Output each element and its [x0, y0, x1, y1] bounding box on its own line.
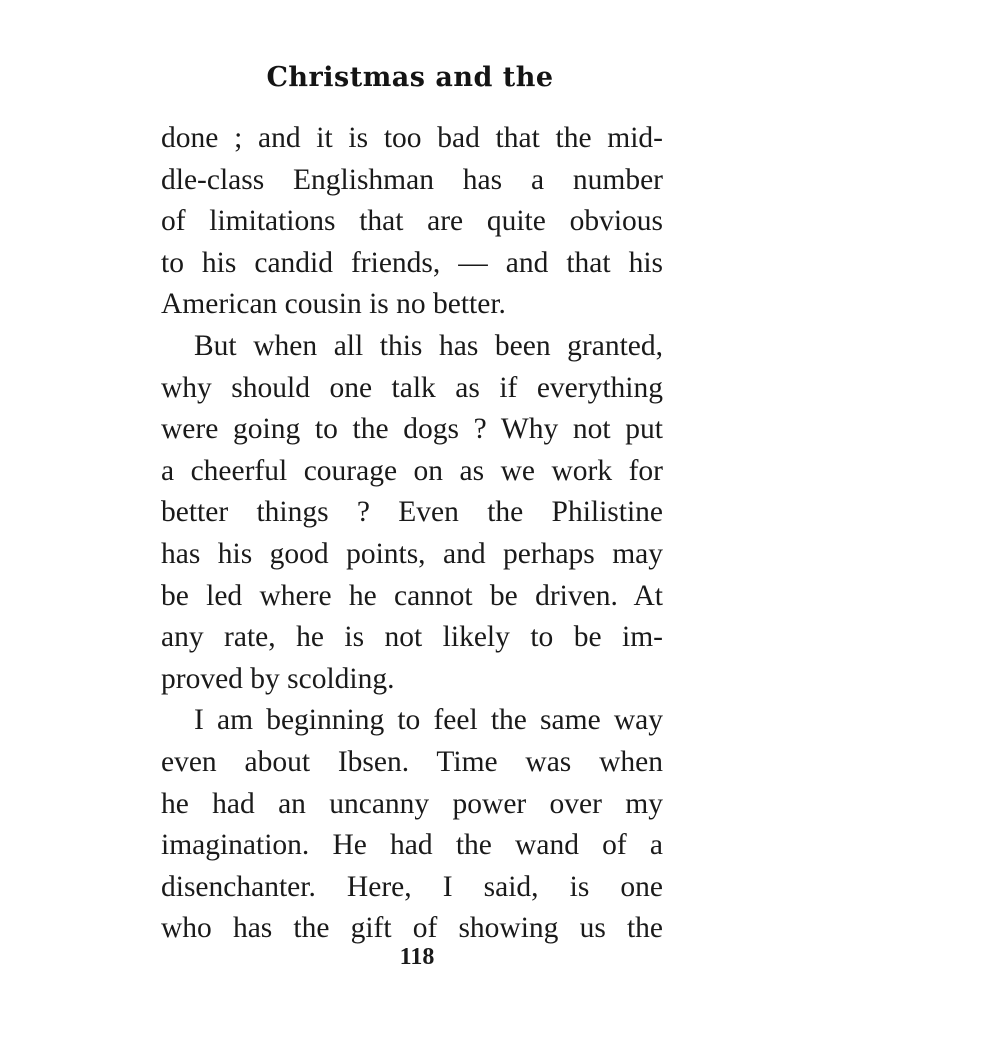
text-line: who has the gift of showing us the	[161, 912, 663, 945]
text-line: proved by scolding.	[161, 662, 395, 695]
text-line: a cheerful courage on as we work for	[161, 454, 663, 487]
text-line: imagination. He had the wand of a	[161, 829, 663, 862]
text-line: were going to the dogs ? Why not put	[161, 413, 663, 446]
text-line: even about Ibsen. Time was when	[161, 745, 663, 778]
text-line: But when all this has been granted,	[194, 329, 663, 362]
text-line: American cousin is no better.	[161, 288, 506, 321]
text-line: to his candid friends, — and that his	[161, 246, 663, 279]
paragraph	[161, 700, 663, 950]
text-line: of limitations that are quite obvious	[161, 205, 663, 238]
text-line: done ; and it is too bad that the mid-	[161, 122, 663, 154]
text-line: I am beginning to feel the same way	[194, 704, 663, 737]
text-line: dle-class Englishman has a number	[161, 163, 663, 196]
text-line: why should one talk as if everything	[161, 371, 663, 404]
text-line: any rate, he is not likely to be im-	[161, 621, 663, 654]
paragraph	[161, 326, 663, 700]
text-line: better things ? Even the Philistine	[161, 496, 663, 529]
running-head: Christmas and the	[266, 62, 554, 93]
text-line: he had an uncanny power over my	[161, 787, 663, 820]
text-line: disenchanter. Here, I said, is one	[161, 870, 663, 903]
page-number: 118	[399, 944, 435, 970]
text-line: has his good points, and perhaps may	[161, 537, 663, 570]
body-text	[161, 118, 663, 950]
text-line: be led where he cannot be driven. At	[161, 579, 663, 612]
paragraph	[161, 118, 663, 326]
